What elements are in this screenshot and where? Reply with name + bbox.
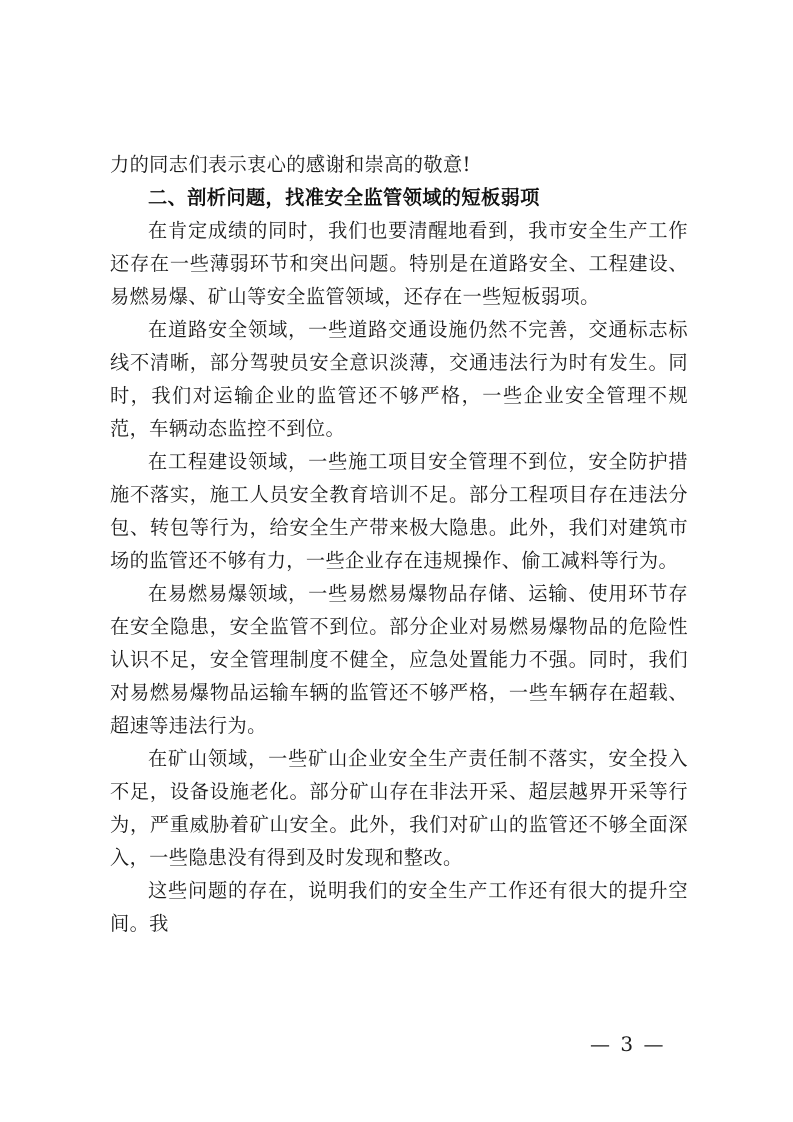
paragraph: 在道路安全领域，一些道路交通设施仍然不完善，交通标志标线不清晰，部分驾驶员安全意识淡薄，交通违法行为时有发生。同时，我们对运输企业的监管还不够严格，一些企业安全管理不规范，车辆动态监控不到位。: [110, 318, 688, 440]
paragraph: 在易燃易爆领域，一些易燃易爆物品存储、运输、使用环节存在安全隐患，安全监管不到位。部分企业对易燃易爆物品的危险性认识不足，安全管理制度不健全，应急处置能力不强。同时，我们对易燃易爆物品运输车辆的监管还不够严格，一些车辆存在超载、超速等违法行为。: [110, 582, 688, 737]
paragraph: 这些问题的存在，说明我们的安全生产工作还有很大的提升空间。我: [110, 879, 688, 935]
page-number: — 3 —: [590, 1032, 666, 1056]
paragraph: 在工程建设领域，一些施工项目安全管理不到位，安全防护措施不落实，施工人员安全教育培训不足。部分工程项目存在违法分包、转包等行为，给安全生产带来极大隐患。此外，我们对建筑市场的监管还不够有力，一些企业存在违规操作、偷工减料等行为。: [110, 450, 688, 572]
section-heading: 二、剖析问题，找准安全监管领域的短板弱项: [148, 186, 540, 209]
paragraph: 在矿山领域，一些矿山企业安全生产责任制不落实，安全投入不足，设备设施老化。部分矿山存在非法开采、超层越界开采等行为，严重威胁着矿山安全。此外，我们对矿山的监管还不够全面深入，一些隐患没有得到及时发现和整改。: [110, 747, 688, 869]
document-body: [110, 148, 688, 940]
paragraph: 在肯定成绩的同时，我们也要清醒地看到，我市安全生产工作还存在一些薄弱环节和突出问题。特别是在道路安全、工程建设、易燃易爆、矿山等安全监管领域，还存在一些短板弱项。: [110, 219, 688, 308]
paragraph-continuation: 力的同志们表示衷心的感谢和崇高的敬意!: [110, 153, 471, 176]
